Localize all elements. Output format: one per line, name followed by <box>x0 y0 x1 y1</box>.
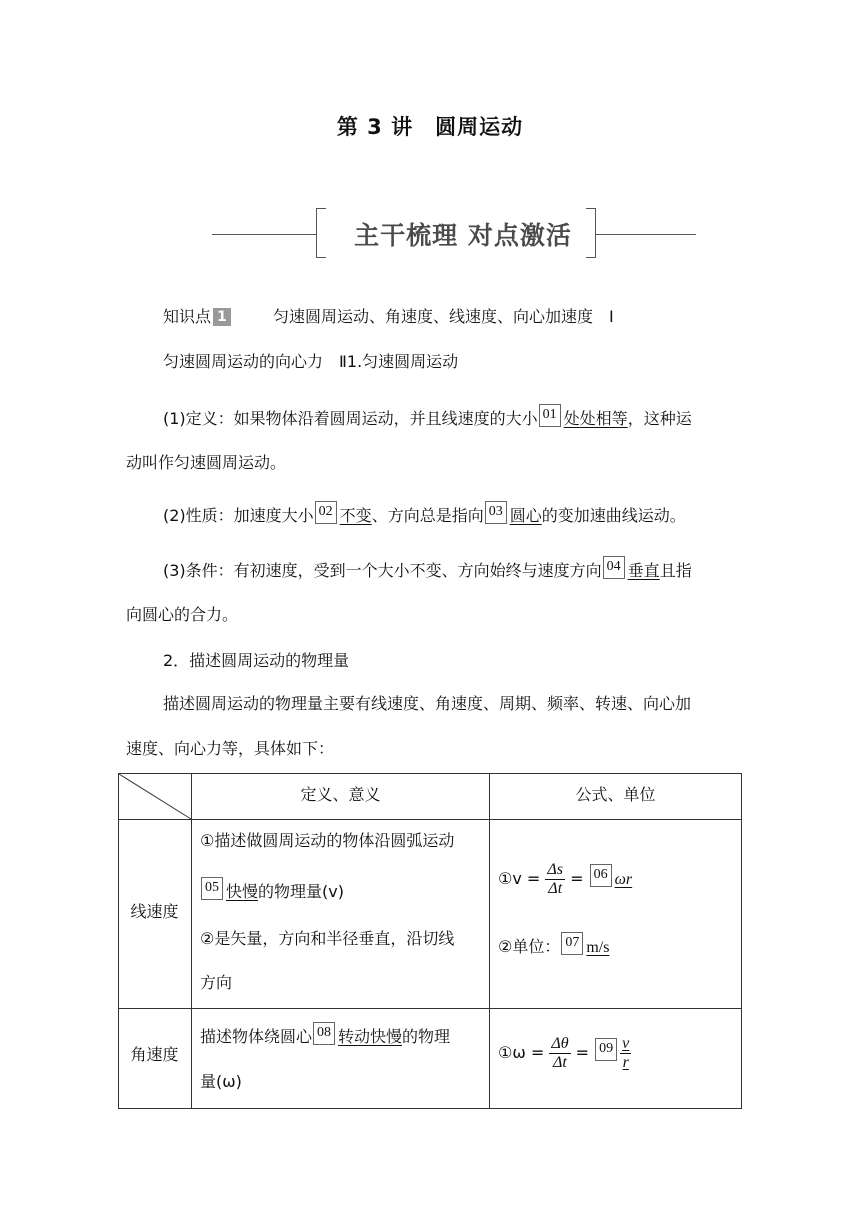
physical-quantities-table <box>118 773 742 1109</box>
subsection-heading-1: 1.匀速圆周运动 <box>346 352 459 371</box>
table-cell-text <box>200 877 344 902</box>
formula-fraction <box>549 1035 570 1072</box>
knowledge-point-heading-2 <box>163 349 458 372</box>
property-text-end: 的变加速曲线运动。 <box>541 506 686 525</box>
row-label-angular-velocity: 角速度 <box>130 1045 179 1064</box>
banner-bracket-right <box>586 208 596 258</box>
formula-prefix: ①v = <box>498 869 541 888</box>
subsection-heading-2: 2．描述圆周运动的物理量 <box>163 651 350 670</box>
fraction-numerator: v <box>622 1035 630 1052</box>
table-header-definition: 定义、意义 <box>300 785 381 804</box>
table-header-formula: 公式、单位 <box>575 785 656 804</box>
section-banner <box>212 206 696 262</box>
definition-line <box>163 404 692 429</box>
formula-fraction <box>545 861 565 898</box>
table-corner-diagonal <box>118 773 192 820</box>
definition-text-end: ，这种运 <box>627 409 692 428</box>
table-cell-text: 方向 <box>200 973 233 992</box>
blank-number: 01 <box>539 404 561 427</box>
paragraph-line: 描述圆周运动的物理量主要有线速度、角速度、周期、频率、转速、向心加 <box>163 694 692 713</box>
blank-number: 04 <box>603 556 625 579</box>
blank-number: 08 <box>313 1022 335 1045</box>
banner-rule-left <box>212 234 316 235</box>
blank-number: 07 <box>561 932 583 955</box>
blank-number: 05 <box>201 877 223 900</box>
answer-text: 处处相等 <box>563 409 628 428</box>
paragraph-line-2: 速度、向心力等，具体如下： <box>126 739 335 758</box>
answer-text: 圆心 <box>509 506 542 525</box>
knowledge-point-subtitle: 匀速圆周运动的向心力 Ⅱ <box>163 352 347 371</box>
fraction-denominator: Δt <box>548 880 563 897</box>
angular-velocity-formula <box>498 1035 631 1072</box>
formula-prefix: ①ω = <box>498 1043 545 1062</box>
linear-velocity-unit <box>498 932 609 957</box>
table-border <box>118 819 742 820</box>
condition-text-end: 且指 <box>659 561 692 580</box>
answer-text: m/s <box>586 939 610 956</box>
answer-text: 转动快慢 <box>338 1027 403 1046</box>
table-border <box>118 773 742 774</box>
table-border <box>118 1108 742 1109</box>
answer-text: 不变 <box>339 506 372 525</box>
table-cell-text <box>200 1022 450 1047</box>
blank-number: 03 <box>485 501 507 524</box>
condition-line <box>163 556 692 581</box>
table-border <box>191 773 192 1109</box>
banner-rule-right <box>596 234 696 235</box>
definition-line-2: 动叫作匀速圆周运动。 <box>126 453 287 472</box>
property-text: (2)性质：加速度大小 <box>163 506 314 525</box>
linear-velocity-formula <box>498 861 632 898</box>
table-cell-text: ②是矢量，方向和半径垂直，沿切线 <box>200 929 455 948</box>
banner-title: 主干梳理 对点激活 <box>354 221 572 250</box>
definition-text: (1)定义：如果物体沿着圆周运动，并且线速度的大小 <box>163 409 538 428</box>
equals-sign: = <box>570 869 584 888</box>
table-cell-text-end: 的物理量(v) <box>258 882 344 901</box>
knowledge-point-title: 匀速圆周运动、角速度、线速度、向心加速度 Ⅰ <box>272 307 614 326</box>
table-border <box>489 773 490 1109</box>
blank-number: 02 <box>315 501 337 524</box>
table-cell-text-end: 的物理 <box>402 1027 451 1046</box>
page-title: 第 3 讲 圆周运动 <box>336 115 524 139</box>
answer-text: 垂直 <box>627 561 660 580</box>
fraction-denominator: r <box>622 1054 629 1071</box>
fraction-numerator: Δs <box>547 861 564 878</box>
condition-text: (3)条件：有初速度，受到一个大小不变、方向始终与速度方向 <box>163 561 602 580</box>
table-border <box>118 1008 742 1009</box>
knowledge-point-badge: 1 <box>213 308 231 326</box>
fraction-denominator: Δt <box>553 1054 567 1071</box>
blank-number: 06 <box>590 864 612 887</box>
table-cell-text: 量(ω) <box>200 1072 242 1091</box>
answer-fraction <box>620 1035 631 1072</box>
table-cell-text: ①描述做圆周运动的物体沿圆弧运动 <box>200 831 455 850</box>
blank-number: 09 <box>595 1038 617 1061</box>
fraction-numerator: Δθ <box>551 1035 569 1052</box>
banner-bracket-left <box>316 208 326 258</box>
table-border <box>741 773 742 1109</box>
table-cell-text-start: 描述物体绕圆心 <box>200 1027 313 1046</box>
condition-line-2: 向圆心的合力。 <box>126 605 239 624</box>
knowledge-point-label: 知识点 <box>163 307 212 326</box>
answer-text: 快慢 <box>226 882 259 901</box>
row-label-linear-velocity: 线速度 <box>130 902 179 921</box>
knowledge-point-heading <box>163 304 614 327</box>
unit-label: ②单位： <box>498 937 561 956</box>
property-line <box>163 501 686 526</box>
property-text-mid: 、方向总是指向 <box>371 506 484 525</box>
answer-text: ωr <box>614 871 633 888</box>
equals-sign: = <box>575 1043 590 1062</box>
